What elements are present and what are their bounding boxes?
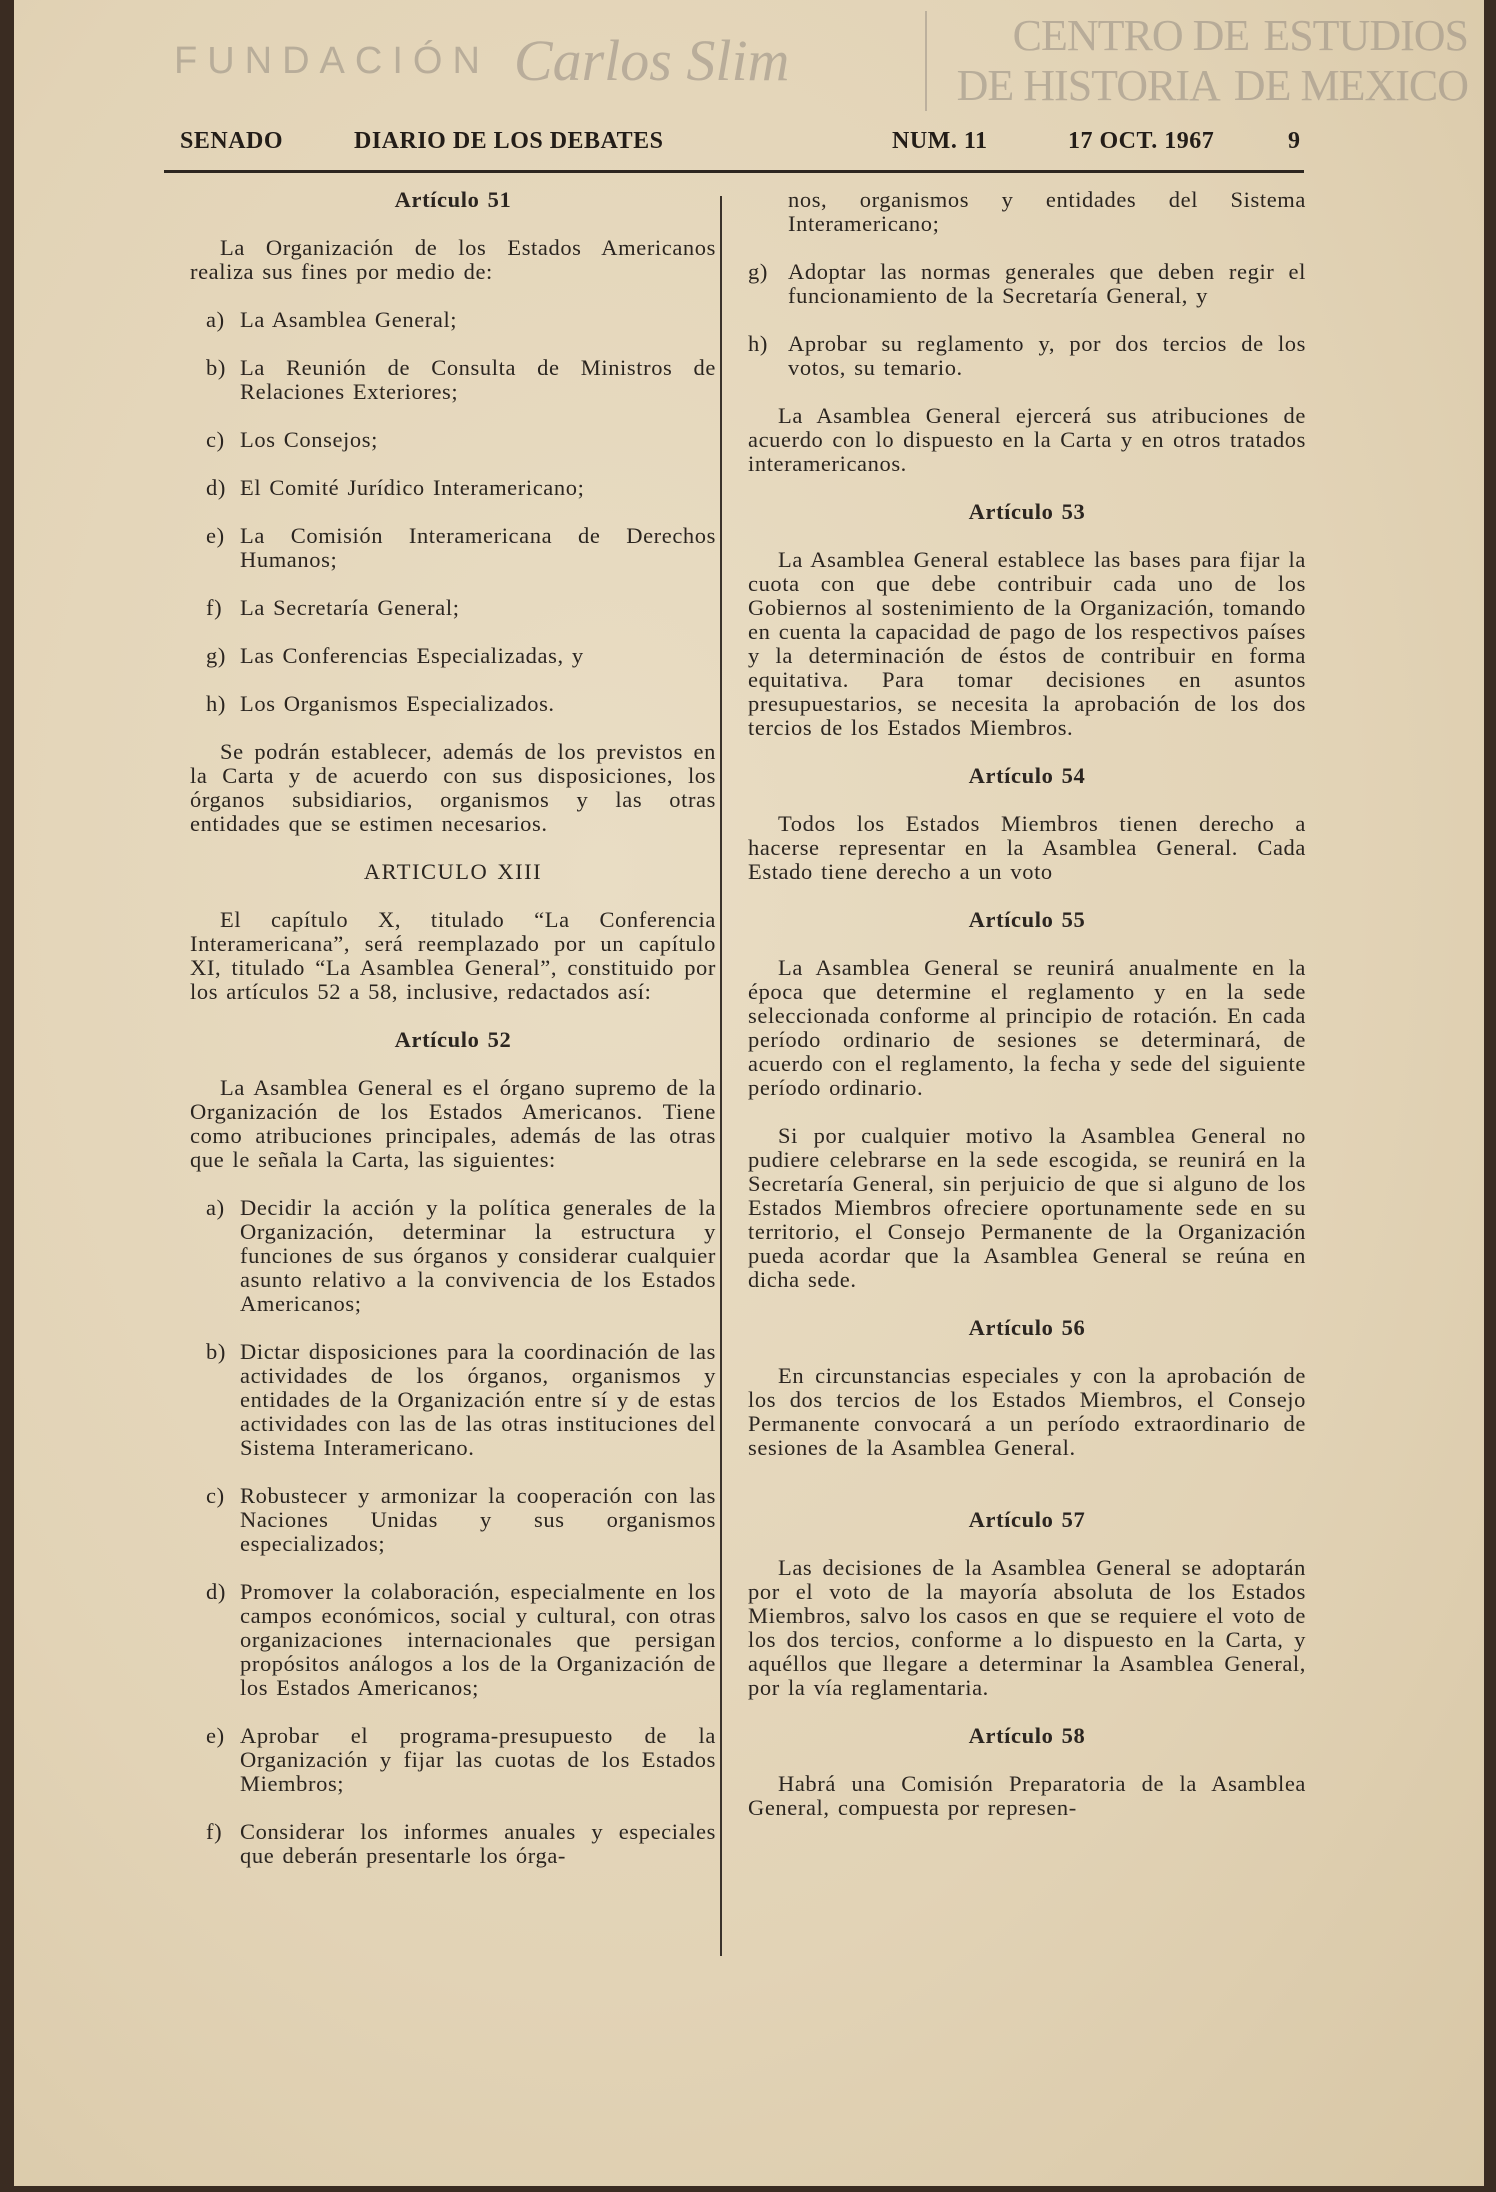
list-item-text: Adoptar las normas generales que deben regir el funcionamiento de la Secretaría General, y bbox=[788, 259, 1306, 308]
watermark-signature: Carlos Slim bbox=[513, 28, 790, 93]
list-item-label: d) bbox=[206, 475, 226, 500]
right-column bbox=[748, 188, 1306, 1844]
list-item-label: d) bbox=[206, 1579, 226, 1604]
list-item-label: e) bbox=[206, 1723, 225, 1748]
list-item-label: g) bbox=[748, 259, 768, 284]
header-rule bbox=[164, 170, 1304, 173]
column-divider bbox=[720, 196, 722, 1956]
paragraph: La Asamblea General es el órgano supremo de la Organización de los Estados Americanos. Tiene como atribuciones principales, además de las otras que le señala la Carta, las siguientes: bbox=[190, 1075, 716, 1172]
watermark-row bbox=[943, 11, 1468, 61]
list-item-text: Dictar disposiciones para la coordinación de las actividades de los órganos, organismos y entidades de la Organización entre sí y de estas actividades con las de las otras instituciones del Sistema Interamericano. bbox=[240, 1339, 716, 1460]
article-heading: Artículo 56 bbox=[968, 1315, 1086, 1340]
list-item bbox=[190, 1484, 716, 1556]
paragraph-continuation: nos, organismos y entidades del Sistema Interamericano; bbox=[788, 187, 1306, 236]
paragraph: La Asamblea General ejercerá sus atribuciones de acuerdo con lo dispuesto en la Carta y en otros tratados interamericanos. bbox=[748, 403, 1306, 476]
article-heading: Artículo 55 bbox=[968, 907, 1086, 932]
watermark-logo bbox=[174, 6, 1468, 116]
list-item bbox=[748, 332, 1306, 380]
watermark-institution bbox=[925, 11, 1468, 111]
list-item-label: c) bbox=[206, 427, 225, 452]
header-number: NUM. 11 bbox=[892, 128, 988, 154]
list-item bbox=[190, 428, 716, 452]
paragraph: El capítulo X, titulado “La Conferencia Interamericana”, será reemplazado por un capítulo XI, titulado “La Asamblea General”, constituido por los artículos 52 a 58, inclusive, redactados así: bbox=[190, 907, 716, 1004]
paragraph: Las decisiones de la Asamblea General se adoptarán por el voto de la mayoría absoluta de los Estados Miembros, salvo los casos en que se requiere el voto de los dos tercios, conforme a lo dispuesto en la Carta, y aquéllos que llegare a determinar la Asamblea General, por la vía reglamentaria. bbox=[748, 1555, 1306, 1700]
list-item bbox=[190, 1820, 716, 1868]
section-heading: ARTICULO XIII bbox=[363, 859, 543, 884]
paragraph: En circunstancias especiales y con la aprobación de los dos tercios de los Estados Miembros, el Consejo Permanente convocará a un período extraordinario de sesiones de la Asamblea General. bbox=[748, 1363, 1306, 1460]
watermark-line: DE MEXICO bbox=[1233, 61, 1468, 110]
list-item-label: h) bbox=[748, 331, 768, 356]
list-item-label: b) bbox=[206, 355, 226, 380]
list-item-text: Considerar los informes anuales y especiales que deberán presentarle los órga- bbox=[240, 1819, 716, 1868]
page-header bbox=[180, 128, 1304, 160]
list-item-text: Los Organismos Especializados. bbox=[240, 691, 555, 716]
list-item-text: Robustecer y armonizar la cooperación con las Naciones Unidas y sus organismos especializados; bbox=[240, 1483, 716, 1556]
list-item bbox=[190, 308, 716, 332]
list-item bbox=[190, 1724, 716, 1796]
list-item-text: Aprobar su reglamento y, por dos tercios de los votos, su temario. bbox=[788, 331, 1306, 380]
list-item bbox=[190, 1340, 716, 1460]
list-item-text: La Comisión Interamericana de Derechos Humanos; bbox=[240, 523, 716, 572]
watermark-foundation: FUNDACIÓN bbox=[174, 40, 490, 82]
watermark-brand bbox=[174, 29, 789, 93]
article-heading: Artículo 51 bbox=[394, 187, 512, 212]
article-heading: Artículo 53 bbox=[968, 499, 1086, 524]
list-item-label: a) bbox=[206, 307, 225, 332]
watermark-row bbox=[943, 61, 1468, 111]
list-item-text: Los Consejos; bbox=[240, 427, 378, 452]
list-item-label: e) bbox=[206, 523, 225, 548]
paragraph: La Organización de los Estados Americanos realiza sus fines por medio de: bbox=[190, 235, 716, 284]
list-item bbox=[190, 596, 716, 620]
header-publication: DIARIO DE LOS DEBATES bbox=[354, 128, 664, 154]
list-item bbox=[190, 524, 716, 572]
list-item-label: b) bbox=[206, 1339, 226, 1364]
list-item-text: Decidir la acción y la política generales de la Organización, determinar la estructura y funciones de sus órganos y considerar cualquier asunto relativo a la convivencia de los Estados Americanos; bbox=[240, 1195, 716, 1316]
list-item bbox=[190, 1580, 716, 1700]
article-heading: Artículo 58 bbox=[968, 1723, 1086, 1748]
list-item bbox=[190, 476, 716, 500]
list-item-label: f) bbox=[206, 595, 223, 620]
list-item bbox=[190, 644, 716, 668]
paragraph: Si por cualquier motivo la Asamblea General no pudiere celebrarse en la sede escogida, se reunirá en la Secretaría General, sin perjuicio de que si alguno de los Estados Miembros ofreciere oportunamente sede en su territorio, el Consejo Permanente de la Organización pueda acordar que la Asamblea General se reúna en dicha sede. bbox=[748, 1123, 1306, 1292]
list-item-label: f) bbox=[206, 1819, 223, 1844]
list-item bbox=[190, 1196, 716, 1316]
header-page-number: 9 bbox=[1288, 128, 1301, 154]
list-item-label: h) bbox=[206, 691, 226, 716]
list-item-label: a) bbox=[206, 1195, 225, 1220]
paragraph: La Asamblea General establece las bases para fijar la cuota con que debe contribuir cada uno de los Gobiernos al sostenimiento de la Organización, tomando en cuenta la capacidad de pago de los respectivos países y la determinación de éstos de contribuir en forma equitativa. Para tomar decisiones en asuntos presupuestarios, se necesita la aprobación de los dos tercios de los Estados Miembros. bbox=[748, 547, 1306, 740]
list-item-label: g) bbox=[206, 643, 226, 668]
list-item-text: Las Conferencias Especializadas, y bbox=[240, 643, 584, 668]
watermark-line: DE HISTORIA bbox=[956, 61, 1220, 110]
article-heading: Artículo 57 bbox=[968, 1507, 1086, 1532]
list-item bbox=[190, 692, 716, 716]
list-item-text: La Secretaría General; bbox=[240, 595, 460, 620]
paragraph: Habrá una Comisión Preparatoria de la Asamblea General, compuesta por represen- bbox=[748, 1771, 1306, 1820]
left-column bbox=[190, 188, 716, 1892]
list-item bbox=[190, 356, 716, 404]
paragraph: Se podrán establecer, además de los previstos en la Carta y de acuerdo con sus disposiciones, los órganos subsidiarios, organismos y las otras entidades que se estimen necesarios. bbox=[190, 739, 716, 836]
list-item-text: La Reunión de Consulta de Ministros de Relaciones Exteriores; bbox=[240, 355, 716, 404]
article-heading: Artículo 52 bbox=[394, 1027, 512, 1052]
paragraph: La Asamblea General se reunirá anualmente en la época que determine el reglamento y en la sede seleccionada conforme al principio de rotación. En cada período ordinario de sesiones se determinará, de acuerdo con el reglamento, la fecha y sede del siguiente período ordinario. bbox=[748, 955, 1306, 1100]
list-item-text: Aprobar el programa-presupuesto de la Organización y fijar las cuotas de los Estados Miembros; bbox=[240, 1723, 716, 1796]
article-heading: Artículo 54 bbox=[968, 763, 1086, 788]
watermark-line: CENTRO DE bbox=[1012, 11, 1250, 60]
watermark-line: ESTUDIOS bbox=[1263, 11, 1468, 60]
header-chamber: SENADO bbox=[180, 128, 284, 154]
document-page bbox=[14, 0, 1484, 2186]
list-item bbox=[748, 260, 1306, 308]
list-item-text: Promover la colaboración, especialmente en los campos económicos, social y cultural, con otras organizaciones internacionales que persigan propósitos análogos a los de la Organización de los Estados Americanos; bbox=[240, 1579, 716, 1700]
list-item-text: La Asamblea General; bbox=[240, 307, 458, 332]
list-item-label: c) bbox=[206, 1483, 225, 1508]
header-date: 17 OCT. 1967 bbox=[1068, 128, 1215, 154]
list-item-text: El Comité Jurídico Interamericano; bbox=[240, 475, 585, 500]
paragraph: Todos los Estados Miembros tienen derecho a hacerse representar en la Asamblea General. Cada Estado tiene derecho a un voto bbox=[748, 811, 1306, 884]
